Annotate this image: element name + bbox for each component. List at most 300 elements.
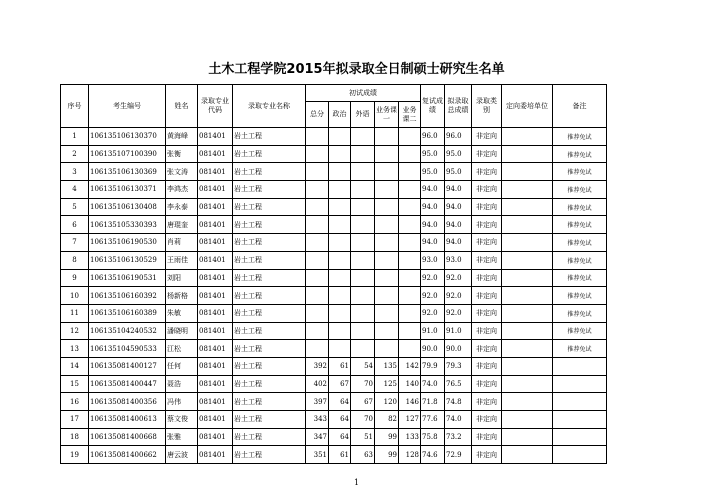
cell-subject1: 99	[375, 446, 399, 464]
table-row	[61, 234, 607, 252]
cell-major-name: 岩土工程	[233, 375, 306, 393]
header-name: 姓名	[166, 85, 198, 128]
cell-remark	[553, 446, 607, 464]
header-admit-type: 录取类别	[472, 85, 502, 128]
cell-admit-type: 非定向	[472, 357, 502, 375]
header-subject2: 业务课二	[399, 102, 421, 128]
cell-major-name: 岩土工程	[233, 145, 306, 163]
table-row	[61, 163, 607, 181]
cell-remark: 推荐免试	[553, 340, 607, 358]
cell-total	[306, 198, 329, 216]
cell-name: 聂浩	[166, 375, 198, 393]
cell-seq: 2	[61, 145, 89, 163]
cell-total	[306, 322, 329, 340]
cell-subject2: 142	[399, 357, 421, 375]
cell-politics	[329, 181, 351, 199]
cell-exam-id: 106135105330393	[89, 216, 166, 234]
cell-foreign	[351, 163, 375, 181]
table-row	[61, 446, 607, 464]
cell-orient-unit	[502, 198, 553, 216]
cell-subject1	[375, 287, 399, 305]
header-retest: 复试成绩	[421, 85, 445, 128]
cell-subject1: 99	[375, 428, 399, 446]
cell-remark: 推荐免试	[553, 181, 607, 199]
header-politics: 政治	[329, 102, 351, 128]
cell-admit-type: 非定向	[472, 128, 502, 146]
cell-subject2: 146	[399, 393, 421, 411]
cell-major-code: 081401	[198, 411, 233, 429]
cell-admit-type: 非定向	[472, 393, 502, 411]
cell-total	[306, 181, 329, 199]
cell-major-name: 岩土工程	[233, 198, 306, 216]
cell-final-total: 76.5	[445, 375, 472, 393]
cell-major-name: 岩土工程	[233, 428, 306, 446]
cell-exam-id: 106135107100390	[89, 145, 166, 163]
table-row	[61, 411, 607, 429]
cell-admit-type: 非定向	[472, 216, 502, 234]
cell-final-total: 94.0	[445, 198, 472, 216]
cell-exam-id: 106135104590533	[89, 340, 166, 358]
cell-admit-type: 非定向	[472, 198, 502, 216]
table-row	[61, 145, 607, 163]
cell-remark: 推荐免试	[553, 216, 607, 234]
cell-major-name: 岩土工程	[233, 304, 306, 322]
cell-subject2	[399, 181, 421, 199]
header-remark: 备注	[553, 85, 607, 128]
cell-politics: 61	[329, 446, 351, 464]
cell-total	[306, 216, 329, 234]
cell-seq: 1	[61, 128, 89, 146]
cell-final-total: 91.0	[445, 322, 472, 340]
cell-orient-unit	[502, 340, 553, 358]
cell-final-total: 93.0	[445, 251, 472, 269]
cell-orient-unit	[502, 128, 553, 146]
admission-table	[60, 84, 607, 464]
cell-remark: 推荐免试	[553, 322, 607, 340]
cell-exam-id: 106135106190530	[89, 234, 166, 252]
cell-subject1	[375, 251, 399, 269]
cell-subject1: 125	[375, 375, 399, 393]
cell-admit-type: 非定向	[472, 163, 502, 181]
cell-foreign: 70	[351, 375, 375, 393]
cell-major-code: 081401	[198, 340, 233, 358]
cell-seq: 10	[61, 287, 89, 305]
cell-exam-id: 106135106130370	[89, 128, 166, 146]
table-row	[61, 216, 607, 234]
cell-subject2	[399, 269, 421, 287]
header-major-code: 录取专业代码	[198, 85, 233, 128]
cell-retest: 92.0	[421, 269, 445, 287]
header-foreign: 外语	[351, 102, 375, 128]
cell-exam-id: 106135106130529	[89, 251, 166, 269]
cell-total	[306, 287, 329, 305]
cell-foreign	[351, 340, 375, 358]
cell-seq: 6	[61, 216, 89, 234]
cell-final-total: 92.0	[445, 287, 472, 305]
cell-total: 397	[306, 393, 329, 411]
cell-exam-id: 106135081400668	[89, 428, 166, 446]
cell-total: 402	[306, 375, 329, 393]
cell-retest: 94.0	[421, 181, 445, 199]
cell-exam-id: 106135106160389	[89, 304, 166, 322]
cell-politics	[329, 251, 351, 269]
cell-final-total: 90.0	[445, 340, 472, 358]
cell-orient-unit	[502, 234, 553, 252]
cell-subject1	[375, 269, 399, 287]
cell-politics	[329, 340, 351, 358]
cell-remark: 推荐免试	[553, 251, 607, 269]
cell-admit-type: 非定向	[472, 340, 502, 358]
cell-final-total: 95.0	[445, 145, 472, 163]
cell-foreign	[351, 198, 375, 216]
cell-seq: 18	[61, 428, 89, 446]
cell-politics	[329, 322, 351, 340]
cell-politics	[329, 216, 351, 234]
cell-remark	[553, 428, 607, 446]
cell-subject2	[399, 251, 421, 269]
cell-subject1	[375, 145, 399, 163]
cell-admit-type: 非定向	[472, 411, 502, 429]
cell-orient-unit	[502, 251, 553, 269]
cell-major-code: 081401	[198, 234, 233, 252]
cell-seq: 13	[61, 340, 89, 358]
cell-retest: 93.0	[421, 251, 445, 269]
cell-major-code: 081401	[198, 428, 233, 446]
cell-admit-type: 非定向	[472, 181, 502, 199]
cell-subject2	[399, 216, 421, 234]
cell-foreign	[351, 216, 375, 234]
cell-seq: 4	[61, 181, 89, 199]
cell-orient-unit	[502, 304, 553, 322]
cell-subject2	[399, 322, 421, 340]
cell-orient-unit	[502, 428, 553, 446]
cell-seq: 9	[61, 269, 89, 287]
cell-final-total: 94.0	[445, 216, 472, 234]
cell-seq: 15	[61, 375, 89, 393]
cell-subject2	[399, 304, 421, 322]
cell-seq: 12	[61, 322, 89, 340]
cell-seq: 19	[61, 446, 89, 464]
cell-name: 江松	[166, 340, 198, 358]
cell-exam-id: 106135106160392	[89, 287, 166, 305]
cell-orient-unit	[502, 393, 553, 411]
table-row	[61, 428, 607, 446]
header-exam-id: 考生编号	[89, 85, 166, 128]
cell-name: 黄海峰	[166, 128, 198, 146]
cell-subject2: 127	[399, 411, 421, 429]
cell-major-code: 081401	[198, 145, 233, 163]
cell-foreign	[351, 234, 375, 252]
cell-name: 张衡	[166, 145, 198, 163]
cell-total	[306, 269, 329, 287]
cell-admit-type: 非定向	[472, 428, 502, 446]
cell-major-name: 岩土工程	[233, 216, 306, 234]
cell-orient-unit	[502, 269, 553, 287]
cell-admit-type: 非定向	[472, 145, 502, 163]
cell-admit-type: 非定向	[472, 269, 502, 287]
cell-politics	[329, 145, 351, 163]
cell-seq: 5	[61, 198, 89, 216]
cell-foreign	[351, 269, 375, 287]
cell-major-name: 岩土工程	[233, 287, 306, 305]
cell-subject2	[399, 198, 421, 216]
cell-foreign	[351, 287, 375, 305]
cell-final-total: 92.0	[445, 269, 472, 287]
cell-retest: 71.8	[421, 393, 445, 411]
cell-major-name: 岩土工程	[233, 181, 306, 199]
cell-foreign	[351, 251, 375, 269]
table-row	[61, 181, 607, 199]
cell-major-code: 081401	[198, 251, 233, 269]
cell-major-name: 岩土工程	[233, 446, 306, 464]
cell-retest: 94.0	[421, 216, 445, 234]
cell-orient-unit	[502, 357, 553, 375]
cell-name: 张文涛	[166, 163, 198, 181]
cell-retest: 75.8	[421, 428, 445, 446]
cell-retest: 94.0	[421, 234, 445, 252]
cell-total	[306, 128, 329, 146]
cell-subject1	[375, 340, 399, 358]
cell-name: 任何	[166, 357, 198, 375]
cell-orient-unit	[502, 163, 553, 181]
cell-total: 343	[306, 411, 329, 429]
header-seq: 序号	[61, 85, 89, 128]
cell-final-total: 94.0	[445, 234, 472, 252]
cell-name: 潘晓明	[166, 322, 198, 340]
cell-subject2	[399, 340, 421, 358]
cell-admit-type: 非定向	[472, 234, 502, 252]
header-orient-unit: 定向委培单位	[502, 85, 553, 128]
cell-major-name: 岩土工程	[233, 393, 306, 411]
cell-admit-type: 非定向	[472, 251, 502, 269]
table-row	[61, 198, 607, 216]
cell-remark	[553, 411, 607, 429]
cell-seq: 16	[61, 393, 89, 411]
cell-remark	[553, 393, 607, 411]
cell-name: 王雨佳	[166, 251, 198, 269]
cell-final-total: 74.8	[445, 393, 472, 411]
cell-subject2: 128	[399, 446, 421, 464]
cell-exam-id: 106135081400613	[89, 411, 166, 429]
table-row	[61, 357, 607, 375]
cell-exam-id: 106135104240532	[89, 322, 166, 340]
cell-total	[306, 251, 329, 269]
cell-orient-unit	[502, 375, 553, 393]
cell-final-total: 73.2	[445, 428, 472, 446]
cell-final-total: 74.0	[445, 411, 472, 429]
cell-foreign	[351, 304, 375, 322]
cell-exam-id: 106135106190531	[89, 269, 166, 287]
cell-exam-id: 106135106130371	[89, 181, 166, 199]
cell-orient-unit	[502, 411, 553, 429]
cell-politics: 61	[329, 357, 351, 375]
header-final-total: 拟录取总成绩	[445, 85, 472, 128]
cell-orient-unit	[502, 287, 553, 305]
cell-total	[306, 163, 329, 181]
cell-subject1	[375, 304, 399, 322]
cell-admit-type: 非定向	[472, 375, 502, 393]
cell-final-total: 96.0	[445, 128, 472, 146]
cell-foreign	[351, 322, 375, 340]
cell-seq: 3	[61, 163, 89, 181]
cell-major-name: 岩土工程	[233, 251, 306, 269]
cell-subject2	[399, 234, 421, 252]
cell-retest: 92.0	[421, 287, 445, 305]
document-title: 土木工程学院2015年拟录取全日制硕士研究生名单	[208, 62, 505, 77]
cell-foreign: 51	[351, 428, 375, 446]
cell-name: 李永泰	[166, 198, 198, 216]
cell-foreign	[351, 145, 375, 163]
cell-politics	[329, 163, 351, 181]
cell-seq: 14	[61, 357, 89, 375]
header-major-name: 录取专业名称	[233, 85, 306, 128]
cell-retest: 92.0	[421, 304, 445, 322]
cell-foreign: 70	[351, 411, 375, 429]
cell-retest: 95.0	[421, 145, 445, 163]
cell-seq: 11	[61, 304, 89, 322]
cell-subject1: 120	[375, 393, 399, 411]
cell-major-code: 081401	[198, 216, 233, 234]
table-row	[61, 287, 607, 305]
cell-name: 张雅	[166, 428, 198, 446]
cell-major-code: 081401	[198, 304, 233, 322]
cell-exam-id: 106135081400127	[89, 357, 166, 375]
cell-major-code: 081401	[198, 357, 233, 375]
table-row	[61, 322, 607, 340]
table-row	[61, 340, 607, 358]
cell-politics: 67	[329, 375, 351, 393]
cell-subject1	[375, 216, 399, 234]
cell-retest: 74.0	[421, 375, 445, 393]
cell-retest: 91.0	[421, 322, 445, 340]
cell-major-name: 岩土工程	[233, 269, 306, 287]
cell-remark: 推荐免试	[553, 198, 607, 216]
cell-final-total: 92.0	[445, 304, 472, 322]
cell-major-code: 081401	[198, 163, 233, 181]
cell-politics	[329, 234, 351, 252]
cell-retest: 96.0	[421, 128, 445, 146]
cell-retest: 94.0	[421, 198, 445, 216]
cell-remark: 推荐免试	[553, 269, 607, 287]
cell-major-code: 081401	[198, 128, 233, 146]
cell-remark: 推荐免试	[553, 234, 607, 252]
cell-seq: 7	[61, 234, 89, 252]
cell-subject1	[375, 198, 399, 216]
cell-final-total: 72.9	[445, 446, 472, 464]
cell-name: 杨新格	[166, 287, 198, 305]
page-number: 1	[353, 478, 360, 487]
cell-major-name: 岩土工程	[233, 357, 306, 375]
cell-name: 蔡文俊	[166, 411, 198, 429]
table-row	[61, 128, 607, 146]
cell-final-total: 95.0	[445, 163, 472, 181]
cell-major-name: 岩土工程	[233, 234, 306, 252]
cell-major-code: 081401	[198, 393, 233, 411]
cell-major-name: 岩土工程	[233, 411, 306, 429]
cell-exam-id: 106135081400356	[89, 393, 166, 411]
cell-politics	[329, 287, 351, 305]
cell-politics	[329, 304, 351, 322]
cell-politics	[329, 198, 351, 216]
cell-major-name: 岩土工程	[233, 128, 306, 146]
cell-remark	[553, 357, 607, 375]
cell-foreign: 63	[351, 446, 375, 464]
cell-total: 392	[306, 357, 329, 375]
cell-major-code: 081401	[198, 287, 233, 305]
cell-exam-id: 106135081400447	[89, 375, 166, 393]
table-row	[61, 269, 607, 287]
cell-subject1	[375, 163, 399, 181]
header-total: 总分	[306, 102, 329, 128]
cell-name: 肖莉	[166, 234, 198, 252]
cell-foreign: 54	[351, 357, 375, 375]
cell-orient-unit	[502, 145, 553, 163]
cell-foreign: 67	[351, 393, 375, 411]
cell-retest: 74.6	[421, 446, 445, 464]
cell-retest: 95.0	[421, 163, 445, 181]
cell-remark: 推荐免试	[553, 287, 607, 305]
cell-major-name: 岩土工程	[233, 163, 306, 181]
cell-name: 冯伟	[166, 393, 198, 411]
cell-subject1: 135	[375, 357, 399, 375]
cell-final-total: 94.0	[445, 181, 472, 199]
cell-remark: 推荐免试	[553, 163, 607, 181]
cell-major-code: 081401	[198, 375, 233, 393]
cell-remark	[553, 375, 607, 393]
cell-exam-id: 106135106130369	[89, 163, 166, 181]
cell-orient-unit	[502, 216, 553, 234]
cell-politics: 64	[329, 411, 351, 429]
cell-major-code: 081401	[198, 446, 233, 464]
cell-seq: 17	[61, 411, 89, 429]
cell-name: 刘阳	[166, 269, 198, 287]
cell-orient-unit	[502, 322, 553, 340]
cell-total	[306, 304, 329, 322]
cell-subject2	[399, 287, 421, 305]
cell-admit-type: 非定向	[472, 446, 502, 464]
cell-total	[306, 340, 329, 358]
cell-remark: 推荐免试	[553, 145, 607, 163]
cell-retest: 77.6	[421, 411, 445, 429]
cell-subject2	[399, 163, 421, 181]
cell-subject2: 133	[399, 428, 421, 446]
cell-subject1: 82	[375, 411, 399, 429]
cell-subject2	[399, 128, 421, 146]
cell-seq: 8	[61, 251, 89, 269]
cell-remark: 推荐免试	[553, 128, 607, 146]
cell-admit-type: 非定向	[472, 304, 502, 322]
table-row	[61, 393, 607, 411]
cell-remark: 推荐免试	[553, 304, 607, 322]
cell-politics: 64	[329, 393, 351, 411]
table-row	[61, 304, 607, 322]
cell-major-code: 081401	[198, 269, 233, 287]
cell-retest: 90.0	[421, 340, 445, 358]
cell-major-code: 081401	[198, 181, 233, 199]
cell-name: 唐云波	[166, 446, 198, 464]
cell-name: 李鸿杰	[166, 181, 198, 199]
cell-subject1	[375, 322, 399, 340]
table-row	[61, 251, 607, 269]
cell-subject2	[399, 145, 421, 163]
cell-major-name: 岩土工程	[233, 340, 306, 358]
cell-name: 唐琨奎	[166, 216, 198, 234]
cell-exam-id: 106135106130408	[89, 198, 166, 216]
header-prelim: 初试成绩	[306, 85, 421, 102]
cell-major-name: 岩土工程	[233, 322, 306, 340]
cell-politics	[329, 269, 351, 287]
cell-total: 351	[306, 446, 329, 464]
